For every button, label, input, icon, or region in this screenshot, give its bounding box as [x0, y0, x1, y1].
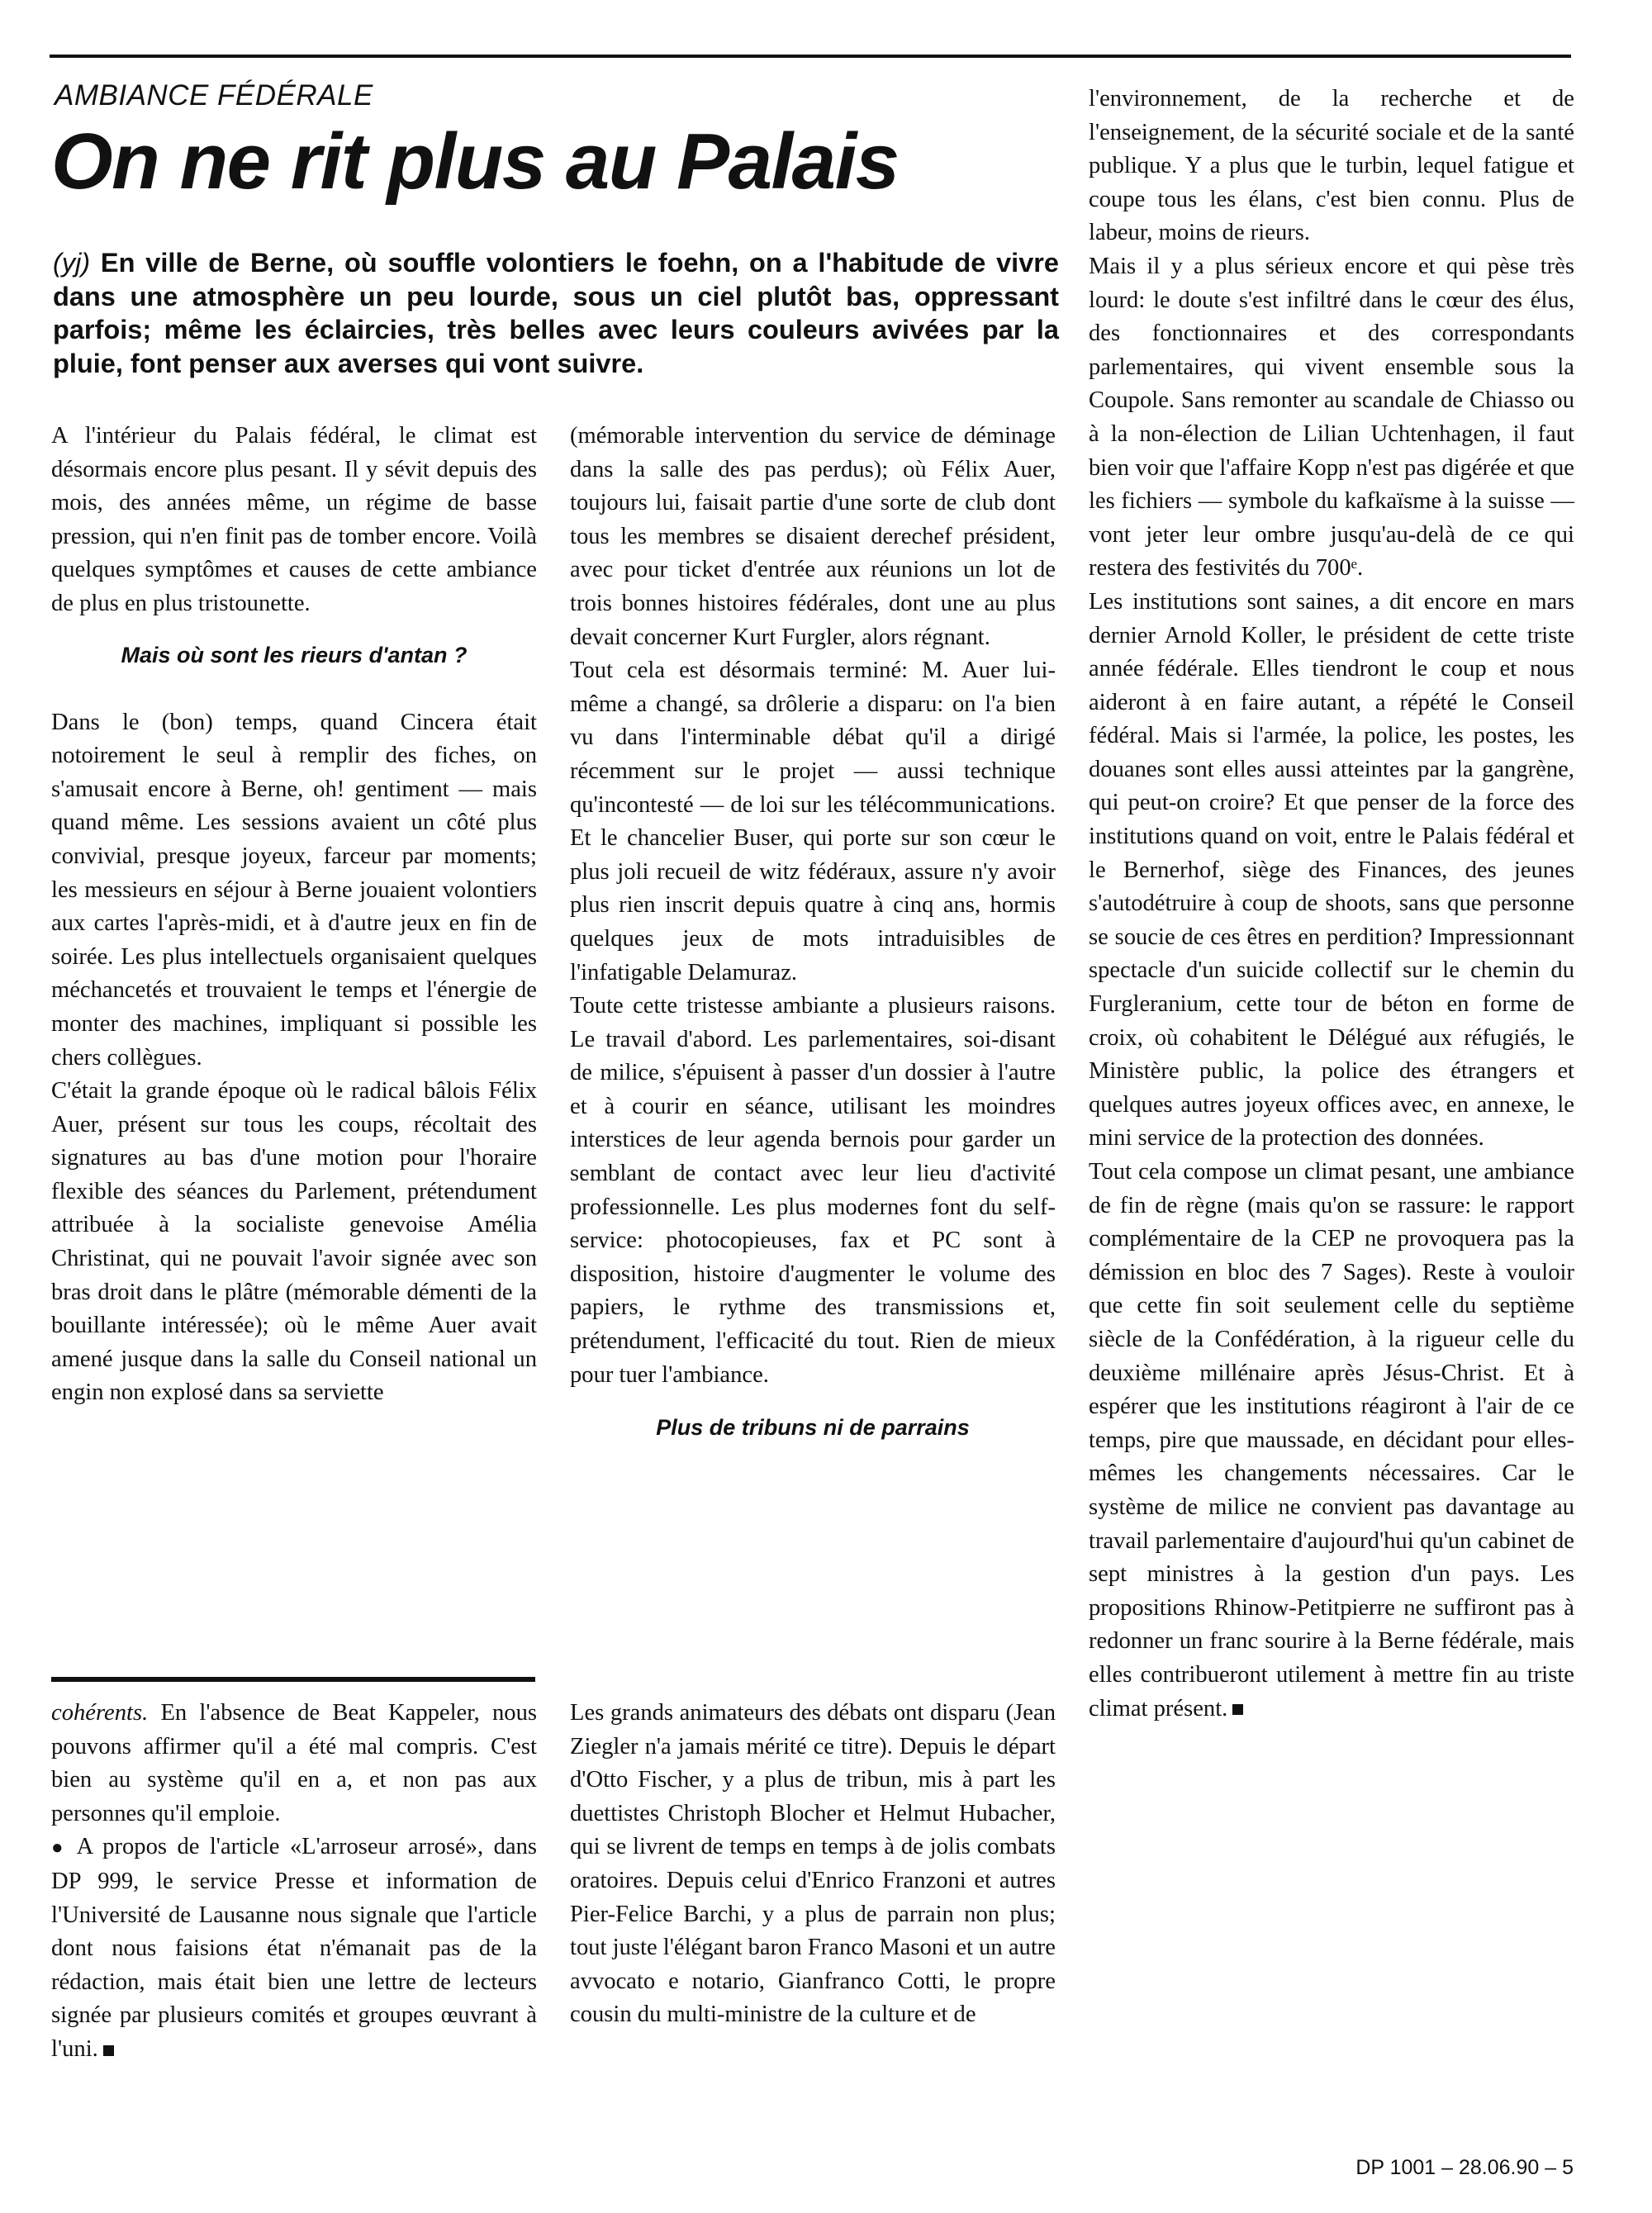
article-lead: [53, 246, 1059, 380]
article-title: On ne rit plus au Palais: [51, 117, 899, 206]
notes-continued: [51, 1697, 537, 1831]
subhead-rieurs: Mais où sont les rieurs d'antan ?: [121, 642, 468, 667]
col2-paragraph-3: Toute cette tristesse ambiante a plusieurs raisons. Le travail d'abord. Les parlementaires, soi-disant de milice, s'épuisent à passer d'un dossier à l'autre et à courir en séance, utilisant les moindres interstices de leur agenda bernois pour garder un semblant de contact avec leur lieu d'activité professionnelle. Les plus modernes font du self-service: photocopieuses, fax et PC sont à disposition, histoire d'augmenter le volume des papiers, le rythme des transmissions et, prétendument, l'efficacité du tout. Rien de mieux pour tuer l'ambiance.: [570, 993, 1056, 1388]
col2-paragraph-4: Les grands animateurs des débats ont disparu (Jean Ziegler n'a jamais mérité ce titre). Depuis le départ d'Otto Fischer, y a plus de tribun, mis à part les duettistes Christoph Blocher et Helmut Hubacher, qui se livrent de temps en temps à de jolis combats oratoires. Depuis celui d'Enrico Franzoni et autres Pier-Felice Barchi, y a plus de parrain non plus; tout juste l'élégant baron Franco Masoni et un autre avvocato e notario, Gianfranco Cotti, le propre cousin du multi-ministre de la culture et de: [570, 1700, 1056, 2028]
col3-paragraph-3: Les institutions sont saines, a dit encore en mars dernier Arnold Koller, le président de cette triste année fédérale. Elles tiendront le coup et nous aideront à en faire autant, a répété le Conseil fédéral. Mais si l'armée, la police, les postes, les douanes sont elles aussi atteintes par la gangrène, qui peut-on croire? Et que penser de la force des institutions quand on voit, entre le Palais fédéral et le Bernerhof, siège des Finances, des jeunes s'autodétruire à coup de shoots, sans que personne se soucie de ces êtres en perdition? Impressionnant spectacle d'un suicide collectif sur le chemin du Furgleranium, cette tour de béton en forme de croix, où cohabitent le Délégué aux réfugiés, le Ministère public, la police des étrangers et quelques autres joyeux offices avec, en annexe, le mini service de la protection des données.: [1089, 588, 1574, 1152]
top-rule: [50, 55, 1571, 58]
column-2: [570, 420, 1056, 1441]
page-footer: DP 1001 – 28.06.90 – 5: [1355, 2156, 1574, 2179]
column-2-continued: [570, 1697, 1056, 2032]
notes-item-text: A propos de l'article «L'arroseur arrosé», dans DP 999, le service Presse et information de l'Université de Lausanne nous signale que l'article dont nous faisions état n'émanait pas de la rédaction, mais était bien une lettre de lecteurs signée par plusieurs comités et groupes œuvrant à l'uni.: [51, 1834, 537, 2062]
notes-item: [51, 1831, 537, 2066]
article-kicker: AMBIANCE FÉDÉRALE: [55, 79, 373, 112]
end-mark-icon: [103, 2045, 114, 2056]
col2-paragraph-2: Tout cela est désormais terminé: M. Auer lui-même a changé, sa drôlerie a disparu: on l'a bien vu dans l'interminable débat qu'il a dirigé récemment sur le projet — aussi technique qu'incontesté — de loi sur les télécommunications. Et le chancelier Buser, qui porte sur son cœur le plus joli recueil de witz fédéraux, assure n'y avoir plus rien inscrit depuis quatre à cinq ans, hormis quelques jeux de mots intraduisibles de l'infatigable Delamuraz.: [570, 658, 1056, 985]
col3-paragraph-4: [1089, 1156, 1574, 1726]
section-divider: [51, 1677, 535, 1682]
lead-author-tag: (yj): [53, 248, 91, 278]
col1-paragraph-1: A l'intérieur du Palais fédéral, le climat est désormais encore plus pesant. Il y sévit depuis des mois, des années même, un régime de basse pression, qui n'en finit pas de tomber encore. Voilà quelques symptômes et causes de cette ambiance de plus en plus tristounette.: [51, 423, 537, 616]
subhead-tribuns: Plus de tribuns ni de parrains: [656, 1415, 970, 1441]
notes-box: [51, 1697, 537, 2067]
col3-paragraph-4-text: Tout cela compose un climat pesant, une ambiance de fin de règne (mais qu'on se rassure: le rapport complémentaire de la CEP ne provoquera pas la démission en bloc des 7 Sages). Reste à vouloir que cette fin soit seulement celle du septième siècle de la Confédération, à la rigueur celle du deuxième millénaire après Jésus-Christ. Et à espérer que les institutions réagiront à l'air de ce temps, pire que maussade, en décidant pour elles-mêmes les changements nécessaires. Car le système de milice ne convient pas davantage au travail parlementaire d'aujourd'hui qu'un cabinet de sept ministres à la gestion d'un pays. Les propositions Rhinow-Petitpierre ne suffiront pas à redonner un franc sourire à la Berne fédérale, mais elles contribueront utilement à mettre fin au triste climat présent.: [1089, 1159, 1574, 1721]
column-1: [51, 420, 537, 1410]
column-3: [1089, 83, 1574, 1726]
notes-continued-text: En l'absence de Beat Kappeler, nous pouvons affirmer qu'il a été mal compris. C'est bien au système qu'il en a, et non pas aux personnes qu'il emploie.: [51, 1700, 537, 1826]
col3-paragraph-2: Mais il y a plus sérieux encore et qui pèse très lourd: le doute s'est infiltré dans le cœur des élus, des fonctionnaires et des correspondants parlementaires, qui vivent ensemble sous la Coupole. Sans remonter au scandale de Chiasso ou à la non-élection de Lilian Uchtenhagen, il faut bien voir que l'affaire Kopp n'est pas digérée et que les fichiers — symbole du kafkaïsme à la suisse — vont jeter leur ombre jusqu'au-delà de ce qui restera des festivités du 700ᵉ.: [1089, 253, 1574, 582]
col2-paragraph-1: (mémorable intervention du service de déminage dans la salle des pas perdus); où Félix Auer, toujours lui, faisait partie d'une sorte de club dont tous les membres se disaient derechef président, avec pour ticket d'entrée aux réunions un lot de trois bonnes histoires fédérales, dont une au plus devait concerner Kurt Furgler, alors régnant.: [570, 423, 1056, 650]
col3-paragraph-1: l'environnement, de la recherche et de l'enseignement, de la sécurité sociale et de la santé publique. Y a plus que le turbin, lequel fatigue et coupe tous les élans, c'est bien connu. Plus de labeur, moins de rieurs.: [1089, 86, 1574, 246]
notes-continued-italic: cohérents.: [51, 1700, 149, 1726]
col1-paragraph-3: C'était la grande époque où le radical bâlois Félix Auer, présent sur tous les coups, récoltait des signatures au bas d'une motion pour l'horaire flexible des séances du Parlement, prétendument attribuée à la socialiste genevoise Amélia Christinat, qui ne pouvait l'avoir signée avec son bras droit dans le plâtre (mémorable démenti de la bouillante intéressée); où le même Auer avait amené jusque dans la salle du Conseil national un engin non explosé dans sa serviette: [51, 1078, 537, 1406]
col1-paragraph-2: Dans le (bon) temps, quand Cincera était notoirement le seul à remplir des fiches, on s'amusait encore à Berne, oh! gentiment — mais quand même. Les sessions avaient un côté plus convivial, presque joyeux, farceur par moments; les messieurs en séjour à Berne jouaient volontiers aux cartes l'après-midi, et à d'autre jeux en fin de soirée. Les plus intellectuels organisaient quelques méchancetés et trouvaient le temps et l'énergie de monter des machines, impliquant si possible les chers collègues.: [51, 709, 537, 1071]
lead-text: En ville de Berne, où souffle volontiers le foehn, on a l'habitude de vivre dans une atmosphère un peu lourde, sous un ciel plutôt bas, oppressant parfois; même les éclaircies, très belles avec leurs couleurs avivées par la pluie, font penser aux averses qui vont suivre.: [53, 248, 1059, 378]
bullet-icon: ●: [51, 1837, 68, 1859]
end-mark-icon: [1232, 1704, 1243, 1715]
